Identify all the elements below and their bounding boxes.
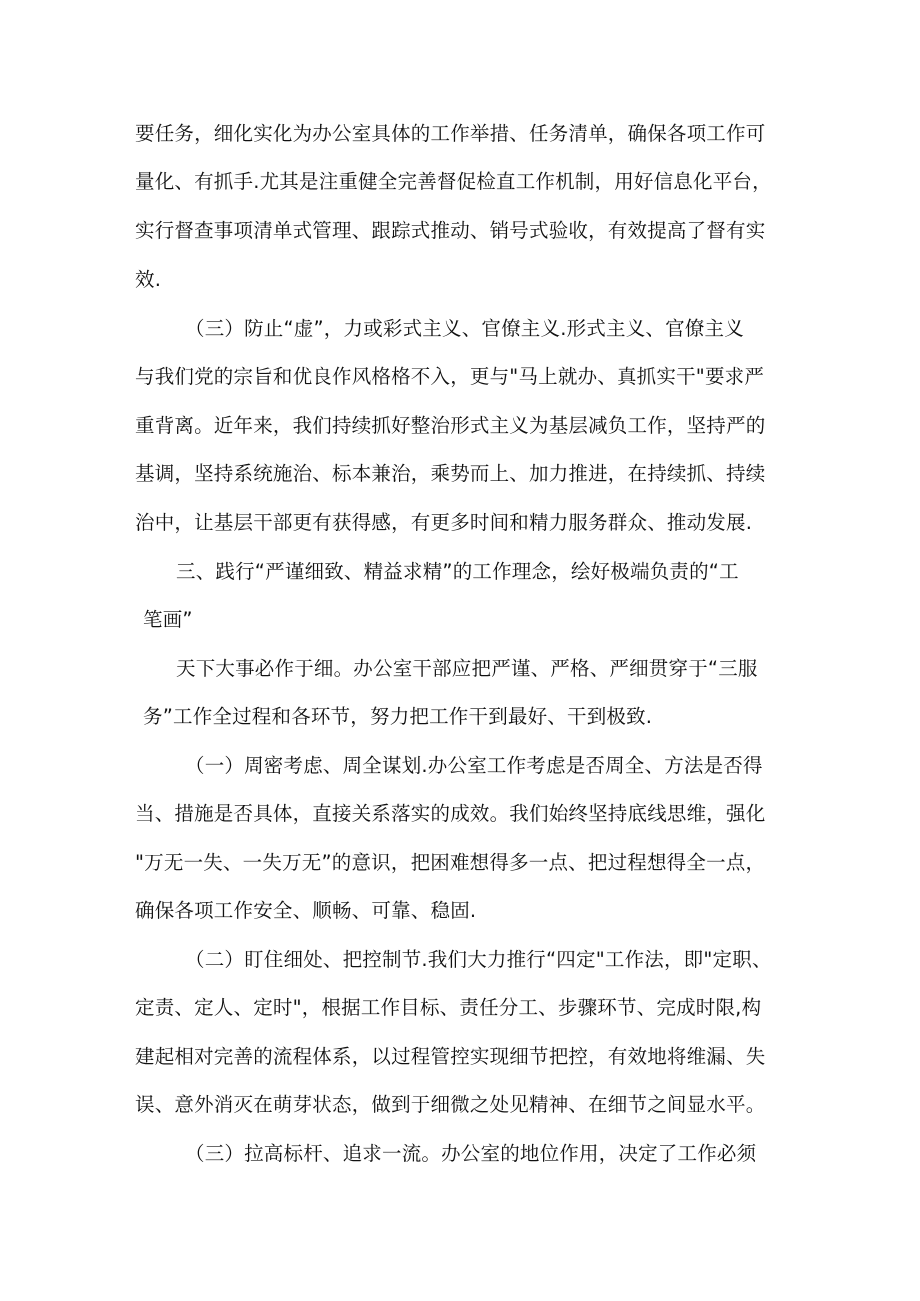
text-line: （一）周密考虑、周全谋划.办公室工作考虑是否周全、方法是否得: [185, 754, 763, 777]
text-line: 基调，坚持系统施治、标本兼治，乘势而上、加力推进，在持续抓、持续: [135, 462, 766, 485]
text-line: 重背离。近年来，我们持续抓好整治形式主义为基层减负工作，坚持严的: [135, 414, 766, 437]
text-line: （三）拉高标杆、追求一流。办公室的地位作用，决定了工作必须: [185, 1142, 757, 1165]
text-line: 误、意外消灭在萌芽状态，做到于细微之处见精神、在细节之间显水平。: [135, 1093, 766, 1116]
text-line: 治中，让基层干部更有获得感，有更多时间和精力服务群众、推动发展.: [135, 511, 753, 534]
text-line: 要任务，细化实化为办公室具体的工作举措、任务清单，确保各项工作可: [135, 122, 766, 145]
text-line: 量化、有抓手.尤其是注重健全完善督促检直工作机制，用好信息化平台，: [135, 170, 772, 193]
text-line: （二）盯住细处、把控制节.我们大力推行“四定"工作法，即"定职、: [185, 948, 772, 971]
section-heading-line: 三、践行“严谨细致、精益求精”的工作理念，绘好极端负责的“工: [176, 560, 739, 583]
section-heading-line: 笔画”: [143, 608, 193, 631]
text-line: "万无一失、一失万无”的意识，把困难想得多一点、把过程想得全一点，: [135, 851, 766, 874]
text-line: 效.: [135, 268, 162, 291]
text-line: 确保各项工作安全、顺畅、可靠、稳固.: [135, 899, 477, 922]
text-line: 建起相对完善的流程体系，以过程管控实现细节把控，有效地将维漏、失: [135, 1045, 766, 1068]
text-line: 与我们党的宗旨和优良作风格格不入，更与"马上就办、真抓实干"要求严: [135, 365, 765, 388]
text-line: 实行督查事项清单式管理、跟踪式推动、销号式验收，有效提高了督有实: [135, 219, 766, 242]
text-line: 天下大事必作于细。办公室干部应把严谨、严格、严细贯穿于“三服: [176, 657, 758, 680]
text-line: （三）防止“虚”，力或彩式主义、官僚主义.形式主义、官僚主义: [185, 317, 744, 340]
text-line: 务”工作全过程和各环节，努力把工作干到最好、干到极致.: [143, 705, 653, 728]
text-line: 当、措施是否具体，直接关系落实的成效。我们始终坚持底线思维，强化: [135, 802, 766, 825]
text-line: 定责、定人、定时"，根据工作目标、责任分工、步骤环节、完成时限,构: [135, 996, 762, 1019]
